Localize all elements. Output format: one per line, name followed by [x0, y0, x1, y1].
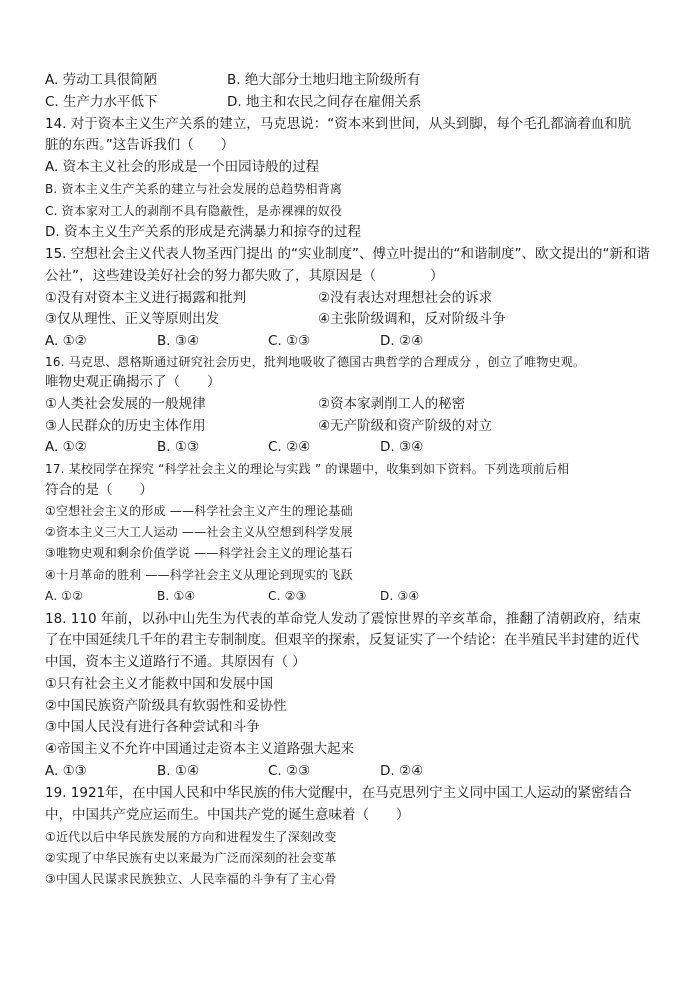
q14-stem-line2: 脏的东西。”这告诉我们（ ） [45, 137, 235, 153]
q17-stem-line2: 符合的是（ ） [45, 482, 153, 498]
q18-stem-line1: 18. 110 年前，以孙中山先生为代表的革命党人发动了震惊世界的辛亥革命，推翻了清朝政府，结束 [45, 611, 641, 627]
q17-option-d: D. ③④ [380, 589, 420, 603]
q17-option-b: B. ①④ [157, 589, 196, 603]
q13-option-c: C. 生产力水平低下 [45, 94, 158, 110]
q13-option-b: B. 绝大部分土地归地主阶级所有 [227, 72, 421, 88]
q18-item-2: ②中国民族资产阶级具有软弱性和妥协性 [45, 698, 287, 714]
q17-item-1: ①空想社会主义的形成 ——科学社会主义产生的理论基础 [45, 504, 353, 518]
q19-item-1: ①近代以后中华民族发展的方向和进程发生了深刻改变 [45, 830, 337, 844]
q18-stem-line2: 了在中国延续几千年的君主专制制度。但艰辛的探索，反复证实了一个结论：在半殖民半封建的近代 [45, 632, 639, 648]
q18-option-a: A. ①③ [45, 763, 87, 779]
q18-option-d: D. ②④ [380, 763, 424, 779]
q19-stem-line2: 中，中国共产党应运而生。中国共产党的诞生意味着（ ） [45, 807, 410, 823]
q18-item-4: ④帝国主义不允许中国通过走资本主义道路强大起来 [45, 741, 355, 757]
q16-option-a: A. ①② [45, 439, 87, 455]
q16-stem-line1: 16. 马克思、恩格斯通过研究社会历史，批判地吸收了德国古典哲学的合理成分 ，创立了唯物史观。 [45, 355, 586, 369]
q15-item-2: ②没有表达对理想社会的诉求 [318, 290, 493, 306]
q15-item-4: ④主张阶级调和，反对阶级斗争 [318, 311, 506, 327]
q16-item-3: ③人民群众的历史主体作用 [45, 418, 206, 434]
q17-option-c: C. ②③ [268, 589, 307, 603]
q14-option-c: C. 资本家对工人的剥削不具有隐蔽性，是赤裸裸的奴役 [45, 204, 343, 218]
q15-item-1: ①没有对资本主义进行揭露和批判 [45, 290, 247, 306]
q17-item-4: ④十月革命的胜利 ——科学社会主义从理论到现实的飞跃 [45, 568, 353, 582]
q16-item-2: ②资本家剥削工人的秘密 [318, 396, 466, 412]
q18-option-b: B. ①④ [157, 763, 200, 779]
q17-option-a: A. ①② [45, 589, 84, 603]
q16-option-b: B. ①③ [157, 439, 200, 455]
q13-option-d: D. 地主和农民之间存在雇佣关系 [227, 94, 422, 110]
q17-stem-line1: 17. 某校同学在探究 “科学社会主义的理论与实践 ” 的课题中，收集到如下资料。下列选项前后相 [45, 462, 570, 476]
q15-option-d: D. ②④ [380, 333, 424, 349]
q15-stem-line2: 公社”，这些建设美好社会的努力都失败了，其原因是（ ） [45, 268, 444, 284]
q15-stem-line1: 15. 空想社会主义代表人物圣西门提出 的“实业制度”、傅立叶提出的“和谐制度”、欧文提出的“新和谐 [45, 246, 651, 262]
q18-option-c: C. ②③ [268, 763, 311, 779]
q17-item-2: ②资本主义三大工人运动 ——社会主义从空想到科学发展 [45, 525, 353, 539]
q13-option-a: A. 劳动工具很简陋 [45, 72, 158, 88]
q16-item-1: ①人类社会发展的一般规律 [45, 396, 206, 412]
q16-stem-line2: 唯物史观正确揭示了（ ） [45, 374, 221, 390]
q19-item-2: ②实现了中华民族有史以来最为广泛而深刻的社会变革 [45, 851, 337, 865]
q16-option-c: C. ②④ [268, 439, 311, 455]
q15-item-3: ③仅从理性、正义等原则出发 [45, 311, 220, 327]
q14-option-b: B. 资本主义生产关系的建立与社会发展的总趋势相背离 [45, 182, 343, 196]
q14-option-d: D. 资本主义生产关系的形成是充满暴力和掠夺的过程 [45, 224, 361, 240]
q16-item-4: ④无产阶级和资产阶级的对立 [318, 418, 493, 434]
q14-stem-line1: 14. 对于资本主义生产关系的建立，马克思说：“资本来到世间，从头到脚，每个毛孔都滴着血和肮 [45, 116, 632, 132]
q18-item-3: ③中国人民没有进行各种尝试和斗争 [45, 719, 260, 735]
q15-option-a: A. ①② [45, 333, 87, 349]
q15-option-b: B. ③④ [157, 333, 200, 349]
q14-option-a: A. 资本主义社会的形成是一个田园诗般的过程 [45, 159, 320, 175]
q19-item-3: ③中国人民谋求民族独立、人民幸福的斗争有了主心骨 [45, 872, 337, 886]
q18-item-1: ①只有社会主义才能救中国和发展中国 [45, 676, 274, 692]
q18-stem-line3: 中国，资本主义道路行不通。其原因有（ ） [45, 654, 306, 670]
q19-stem-line1: 19. 1921年，在中国人民和中华民族的伟大觉醒中，在马克思列宁主义同中国工人运动的紧密结合 [45, 785, 632, 801]
q15-option-c: C. ①③ [268, 333, 311, 349]
q17-item-3: ③唯物史观和剩余价值学说 ——科学社会主义的理论基石 [45, 546, 353, 560]
q16-option-d: D. ③④ [380, 439, 424, 455]
